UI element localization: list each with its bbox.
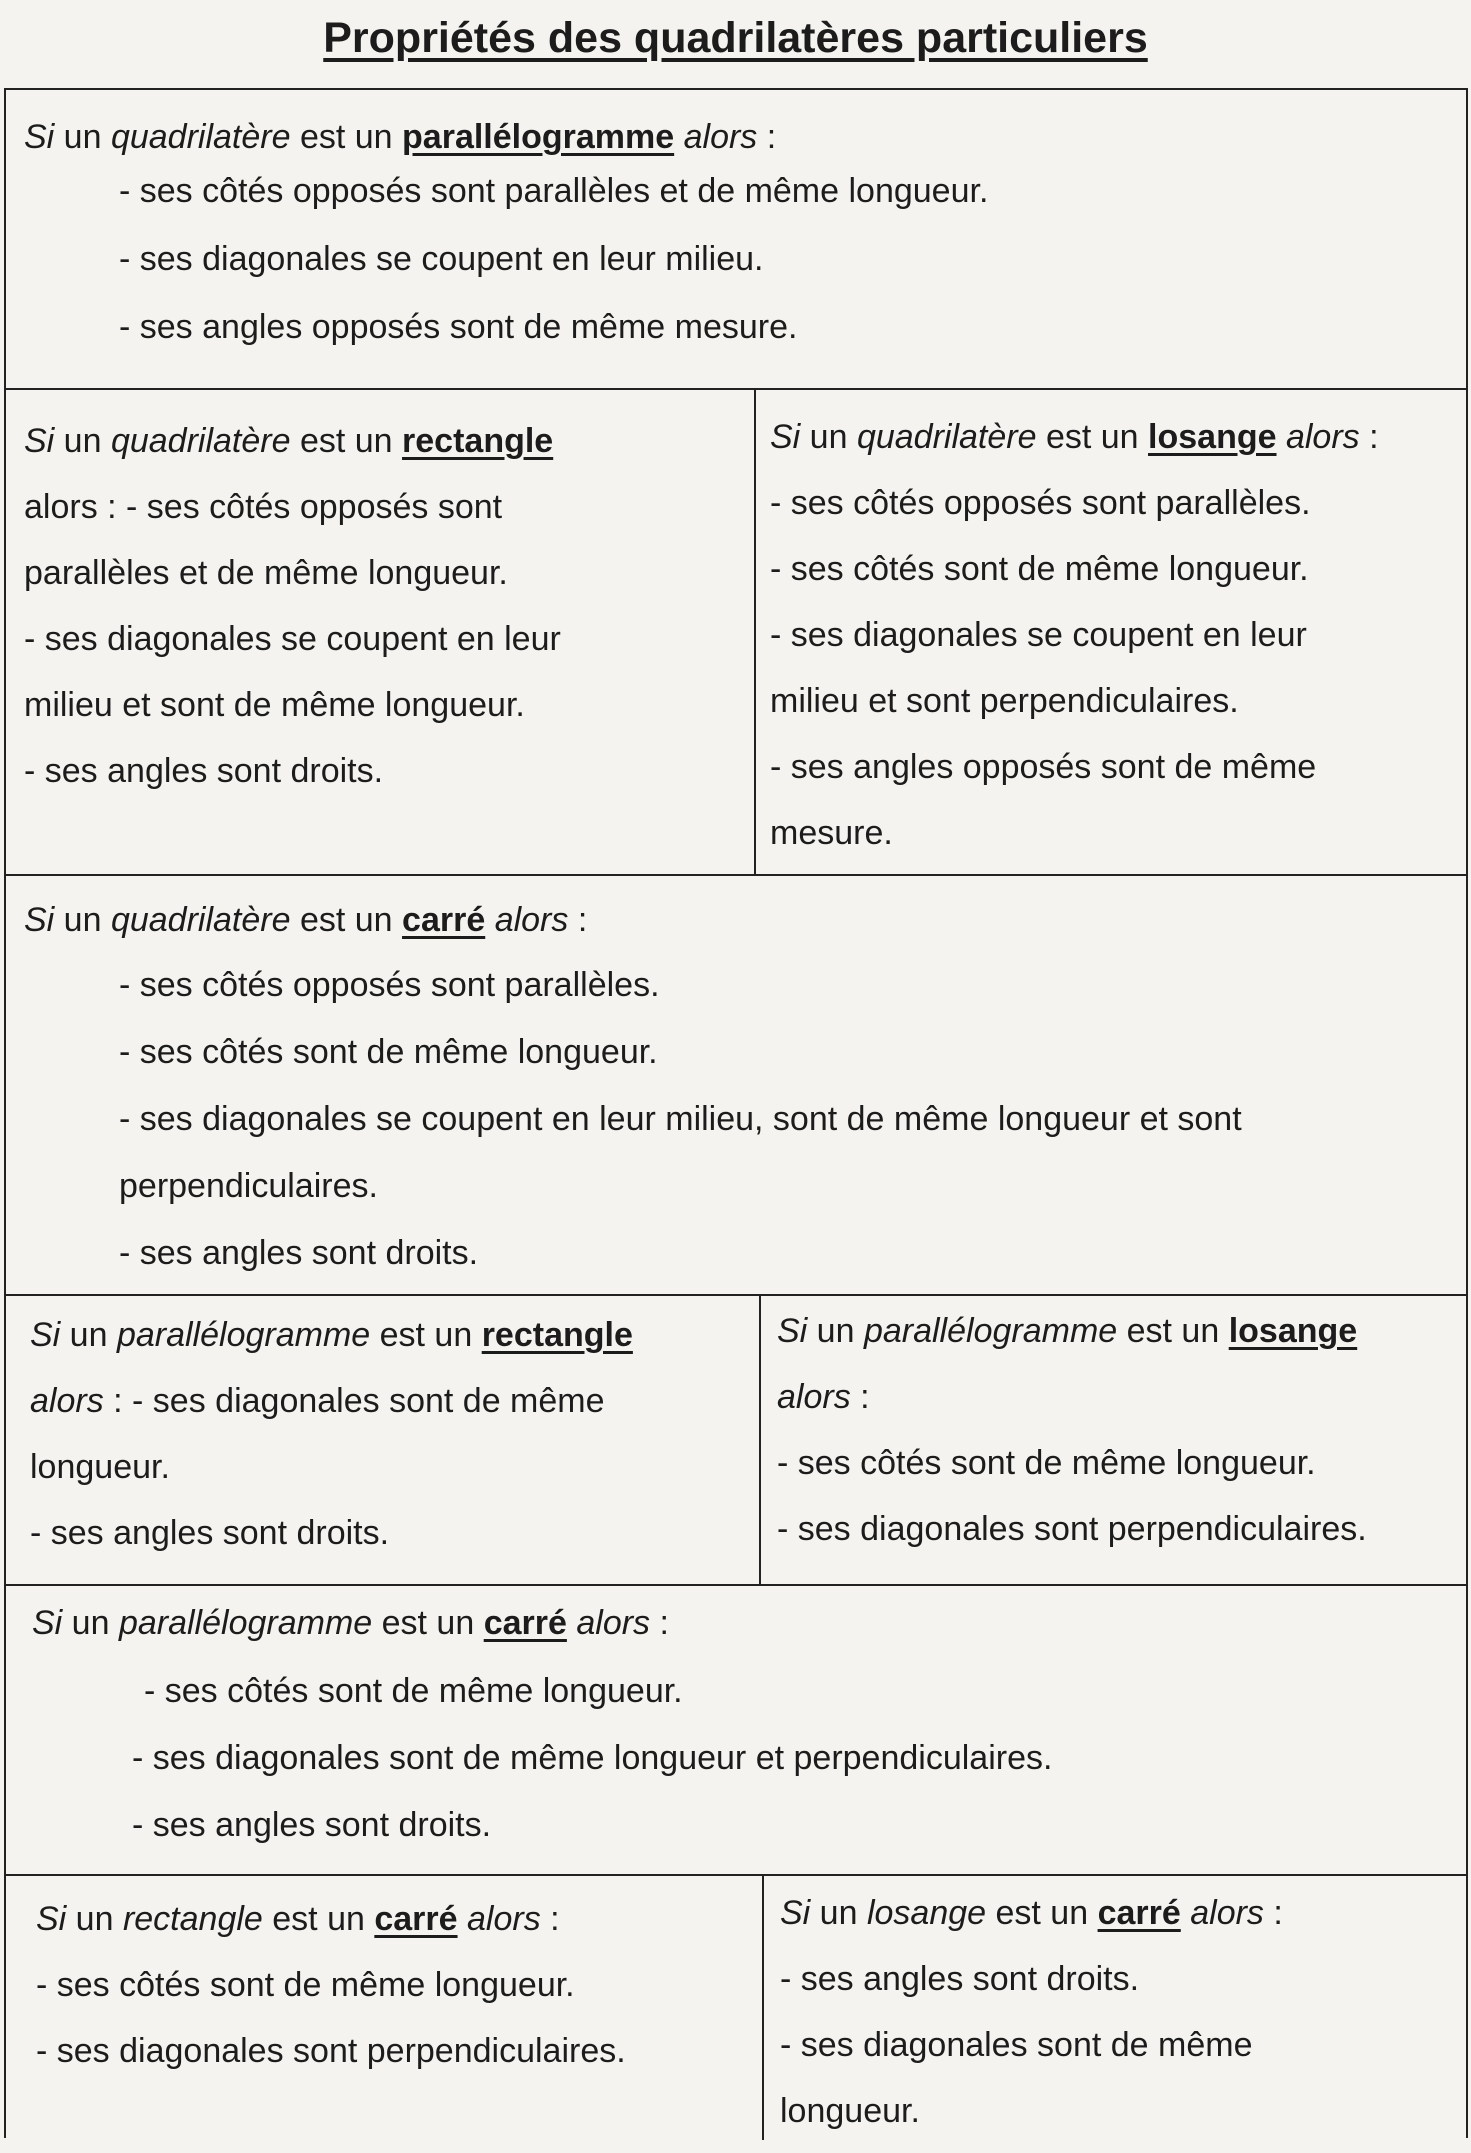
property-line: - ses angles sont droits. — [119, 1234, 479, 1272]
property-line: alors : — [777, 1378, 870, 1416]
cell-losange-carre — [764, 1876, 1466, 2140]
property-line: longueur. — [780, 2092, 920, 2130]
property-line: - ses côtés opposés sont parallèles et de même longueur. — [119, 172, 989, 210]
properties-table — [4, 88, 1468, 2138]
condition-line: Si un quadrilatère est un carré alors : — [24, 901, 588, 939]
row-rectangle-losange — [6, 390, 1466, 876]
condition-line: Si un quadrilatère est un parallélogramme alors : — [24, 118, 777, 156]
property-line: mesure. — [770, 814, 893, 852]
row-carre — [6, 876, 1466, 1296]
property-line: - ses côtés sont de même longueur. — [36, 1966, 575, 2004]
property-line: - ses diagonales se coupent en leur — [770, 616, 1307, 654]
property-line: - ses angles opposés sont de même — [770, 748, 1317, 786]
property-line: - ses côtés sont de même longueur. — [119, 1033, 658, 1071]
property-line: - ses côtés sont de même longueur. — [144, 1672, 683, 1710]
property-line: - ses angles sont droits. — [24, 752, 384, 790]
cell-rectangle-carre — [6, 1876, 762, 2140]
condition-line: Si un parallélogramme est un carré alors : — [32, 1604, 669, 1642]
property-line: - ses côtés sont de même longueur. — [777, 1444, 1316, 1482]
condition-line: Si un parallélogramme est un rectangle — [30, 1316, 633, 1354]
cell-losange — [756, 390, 1466, 874]
property-line: - ses diagonales sont de même — [780, 2026, 1253, 2064]
row-rect-los-carre — [6, 1876, 1466, 2140]
condition-line: Si un parallélogramme est un losange — [777, 1312, 1358, 1350]
row-para-carre — [6, 1586, 1466, 1876]
property-line: - ses diagonales se coupent en leur — [24, 620, 561, 658]
property-line: alors : - ses diagonales sont de même — [30, 1382, 605, 1420]
property-line: - ses côtés opposés sont parallèles. — [770, 484, 1311, 522]
property-line: - ses angles sont droits. — [30, 1514, 390, 1552]
cell-para-rectangle — [6, 1296, 759, 1584]
condition-line: Si un rectangle est un carré alors : — [36, 1900, 560, 1938]
property-line: milieu et sont de même longueur. — [24, 686, 525, 724]
property-line: longueur. — [30, 1448, 170, 1486]
row-parallelogramme — [6, 90, 1466, 390]
condition-line: Si un losange est un carré alors : — [780, 1894, 1283, 1932]
property-line: milieu et sont perpendiculaires. — [770, 682, 1239, 720]
cell-para-losange — [761, 1296, 1466, 1584]
property-line: perpendiculaires. — [119, 1167, 378, 1205]
property-line: - ses diagonales se coupent en leur milieu, sont de même longueur et sont — [119, 1100, 1242, 1138]
property-line: - ses diagonales sont perpendiculaires. — [777, 1510, 1367, 1548]
page-title: Propriétés des quadrilatères particuliers — [323, 14, 1148, 62]
property-line: - ses angles opposés sont de même mesure. — [119, 308, 798, 346]
property-line: - ses angles sont droits. — [780, 1960, 1140, 1998]
row-para-rect-los — [6, 1296, 1466, 1586]
property-line: - ses diagonales se coupent en leur milieu. — [119, 240, 764, 278]
condition-line: Si un quadrilatère est un rectangle — [24, 422, 554, 460]
property-line: - ses angles sont droits. — [132, 1806, 492, 1844]
property-line: - ses côtés opposés sont parallèles. — [119, 966, 660, 1004]
property-line: - ses côtés sont de même longueur. — [770, 550, 1309, 588]
cell-rectangle — [6, 390, 754, 874]
cell-parallelogramme — [6, 90, 1466, 388]
property-line: - ses diagonales sont perpendiculaires. — [36, 2032, 626, 2070]
property-line: - ses diagonales sont de même longueur et perpendiculaires. — [132, 1739, 1053, 1777]
condition-line: Si un quadrilatère est un losange alors : — [770, 418, 1379, 456]
cell-para-carre — [6, 1586, 1466, 1874]
property-line: parallèles et de même longueur. — [24, 554, 508, 592]
cell-carre — [6, 876, 1466, 1294]
property-line: alors : - ses côtés opposés sont — [24, 488, 503, 526]
